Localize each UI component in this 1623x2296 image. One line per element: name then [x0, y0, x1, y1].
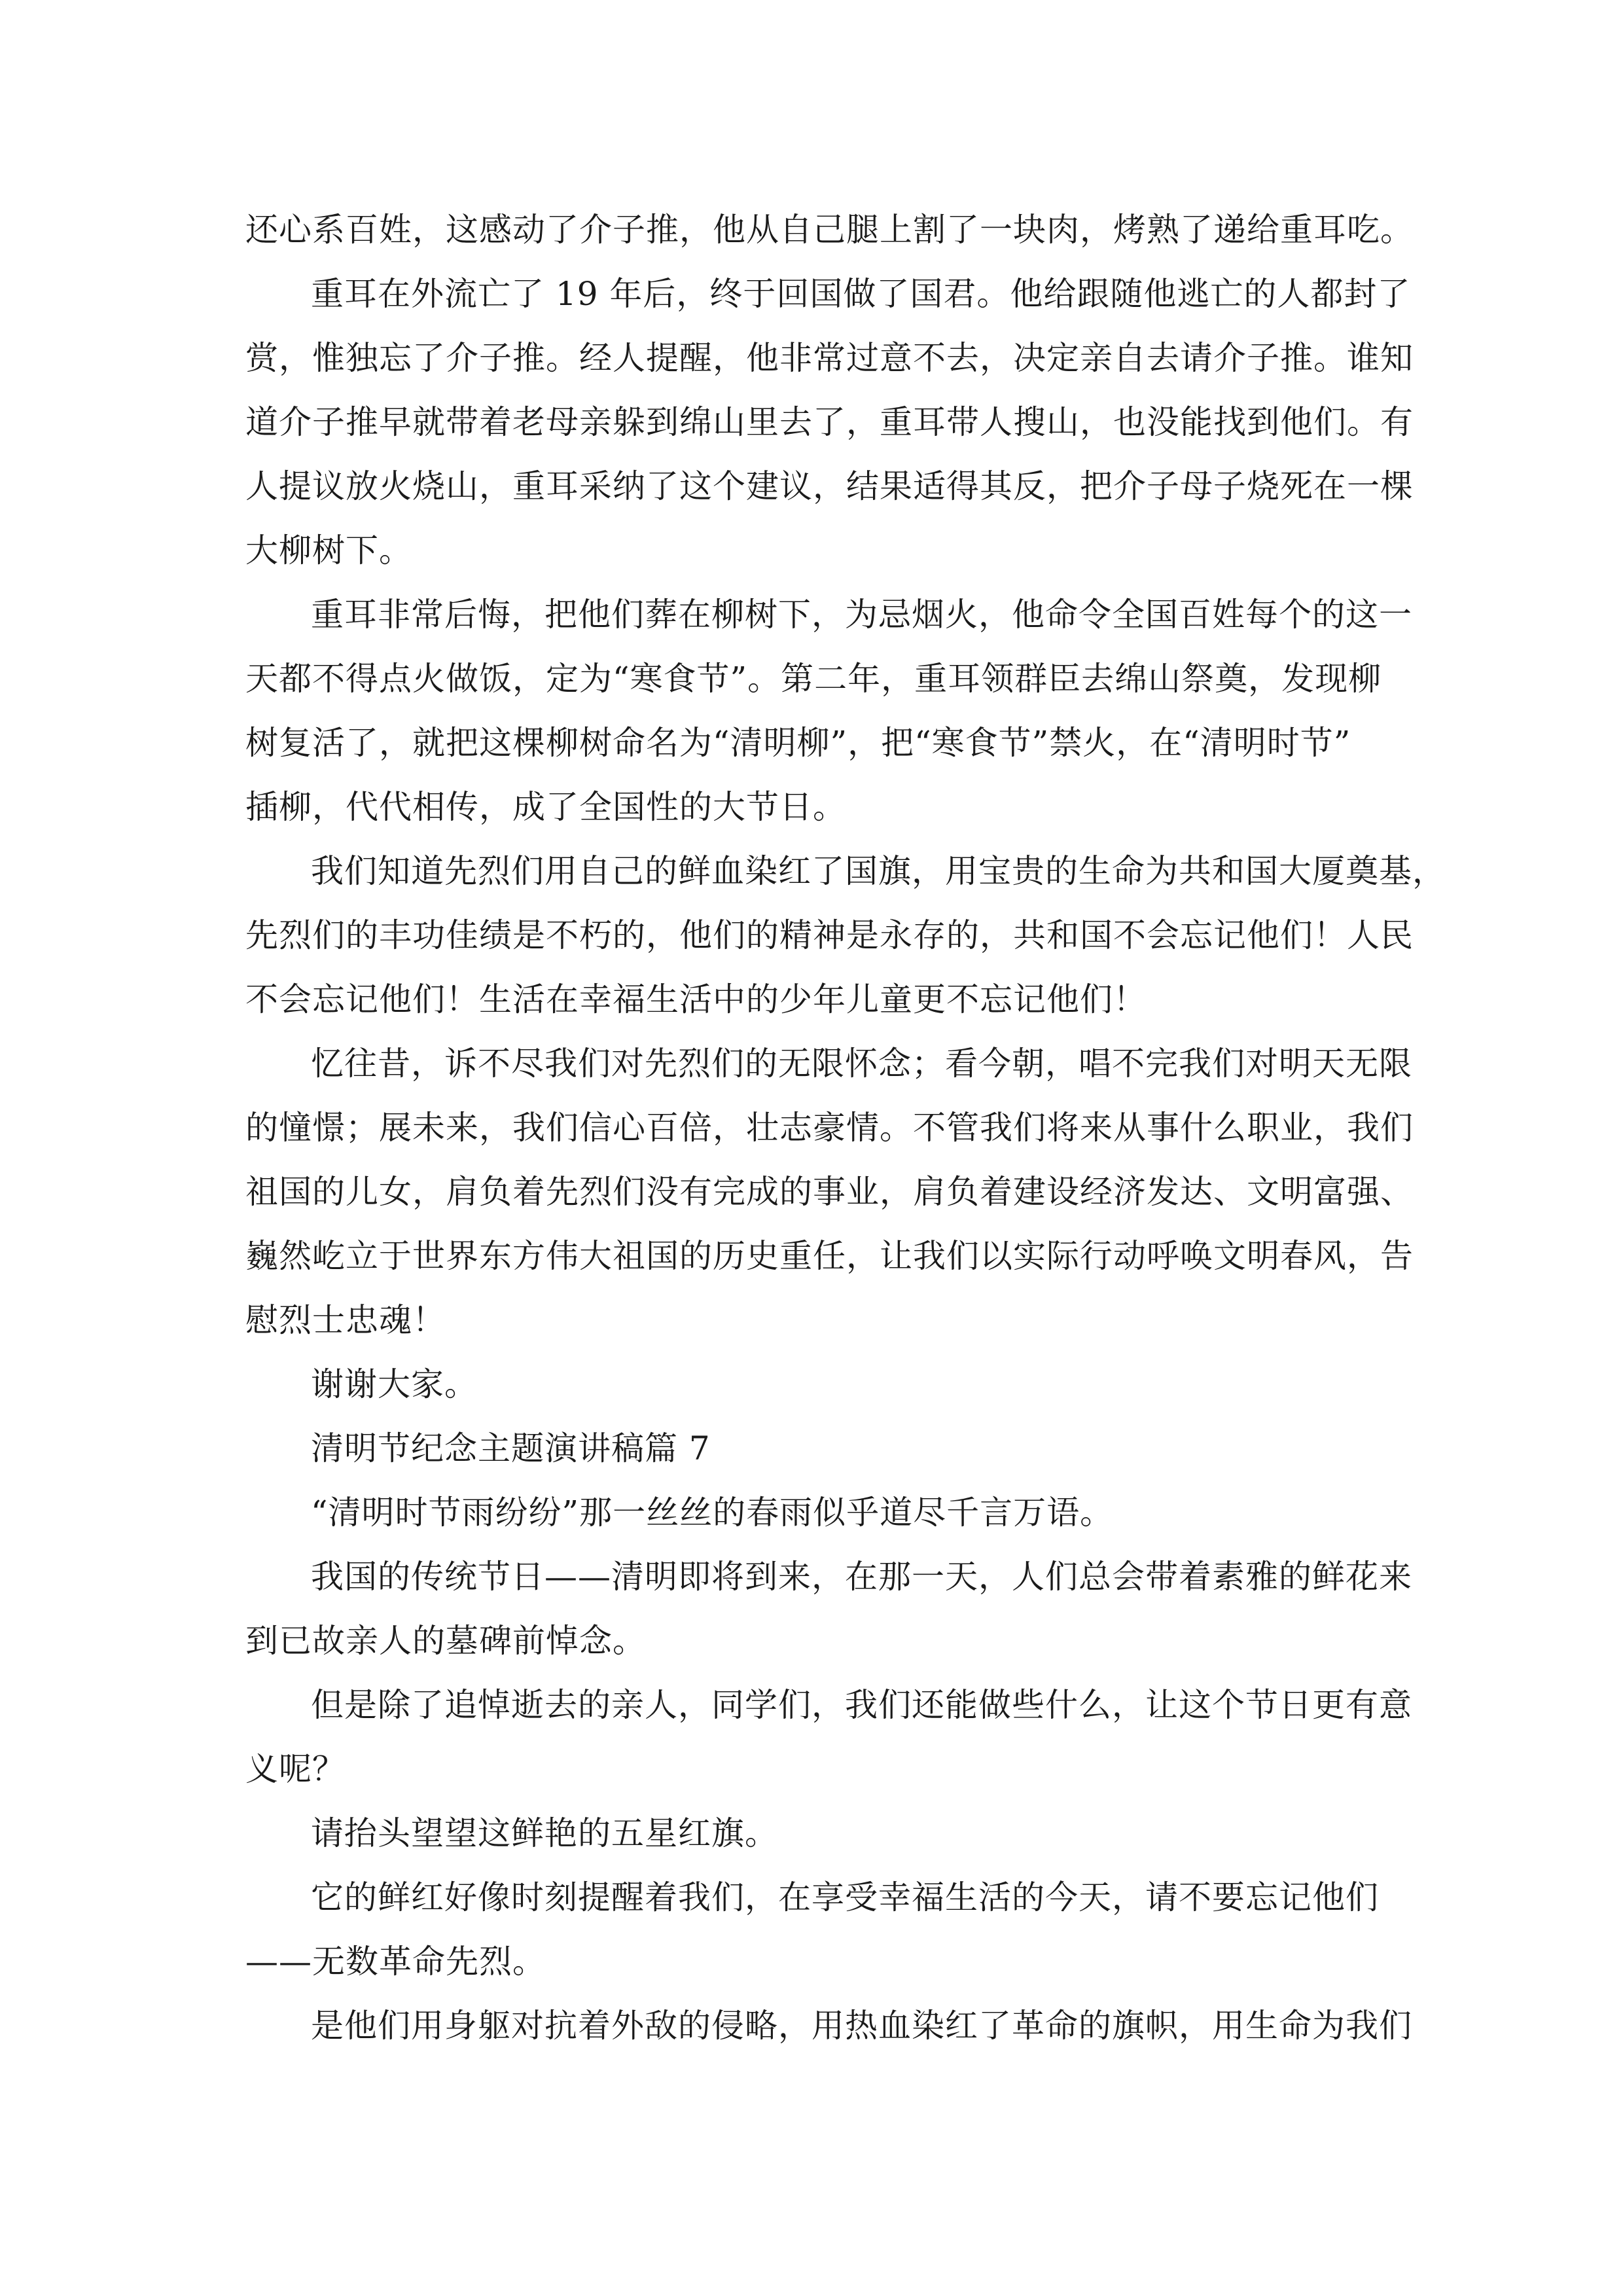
text-line: 插柳，代代相传，成了全国性的大节日。	[245, 788, 846, 826]
text-line: 我国的传统节日——清明即将到来，在那一天，人们总会带着素雅的鲜花来	[311, 1558, 1412, 1596]
text-line: 树复活了，就把这棵柳树命名为“清明柳”，把“寒食节”禁火，在“清明时节”	[245, 724, 1351, 762]
text-line: “清明时节雨纷纷”那一丝丝的春雨似乎道尽千言万语。	[311, 1494, 1114, 1532]
text-line: 它的鲜红好像时刻提醒着我们，在享受幸福生活的今天，请不要忘记他们	[311, 1878, 1379, 1916]
text-line: 先烈们的丰功佳绩是不朽的，他们的精神是永存的，共和国不会忘记他们！人民	[245, 916, 1414, 954]
text-line: 重耳非常后悔，把他们葬在柳树下，为忌烟火，他命令全国百姓每个的这一	[311, 596, 1412, 634]
text-line: 祖国的儿女，肩负着先烈们没有完成的事业，肩负着建设经济发达、文明富强、	[245, 1173, 1414, 1211]
text-line: 慰烈士忠魂！	[245, 1301, 446, 1339]
text-line: 义呢？	[245, 1750, 346, 1788]
text-line: 我们知道先烈们用自己的鲜血染红了国旗，用宝贵的生命为共和国大厦奠基，	[311, 852, 1446, 890]
text-line: 的憧憬；展未来，我们信心百倍，壮志豪情。不管我们将来从事什么职业，我们	[245, 1109, 1414, 1147]
text-line: 大柳树下。	[245, 531, 412, 569]
text-line: 天都不得点火做饭，定为“寒食节”。第二年，重耳领群臣去绵山祭奠，发现柳	[245, 660, 1382, 698]
text-line: 道介子推早就带着老母亲躲到绵山里去了，重耳带人搜山，也没能找到他们。有	[245, 403, 1414, 441]
text-line: ——无数革命先烈。	[245, 1943, 546, 1981]
text-line: 不会忘记他们！生活在幸福生活中的少年儿童更不忘记他们！	[245, 980, 1147, 1018]
text-line: 谢谢大家。	[311, 1365, 478, 1403]
text-line: 赏，惟独忘了介子推。经人提醒，他非常过意不去，决定亲自去请介子推。谁知	[245, 339, 1414, 377]
text-line: 到已故亲人的墓碑前悼念。	[245, 1622, 646, 1660]
text-line: 还心系百姓，这感动了介子推，他从自己腿上割了一块肉，烤熟了递给重耳吃。	[245, 211, 1414, 249]
text-line: 巍然屹立于世界东方伟大祖国的历史重任，让我们以实际行动呼唤文明春风，告	[245, 1237, 1414, 1275]
document-body	[245, 198, 1446, 2058]
text-line: 忆往昔，诉不尽我们对先烈们的无限怀念；看今朝，唱不完我们对明天无限	[311, 1045, 1412, 1083]
text-line: 请抬头望望这鲜艳的五星红旗。	[311, 1814, 778, 1852]
text-line: 是他们用身躯对抗着外敌的侵略，用热血染红了革命的旗帜，用生命为我们	[311, 2007, 1412, 2045]
section-heading: 清明节纪念主题演讲稿篇 7	[311, 1429, 711, 1467]
text-line: 重耳在外流亡了 19 年后，终于回国做了国君。他给跟随他逃亡的人都封了	[311, 275, 1411, 313]
text-line: 但是除了追悼逝去的亲人，同学们，我们还能做些什么，让这个节日更有意	[311, 1686, 1412, 1724]
text-line: 人提议放火烧山，重耳采纳了这个建议，结果适得其反，把介子母子烧死在一棵	[245, 467, 1414, 505]
